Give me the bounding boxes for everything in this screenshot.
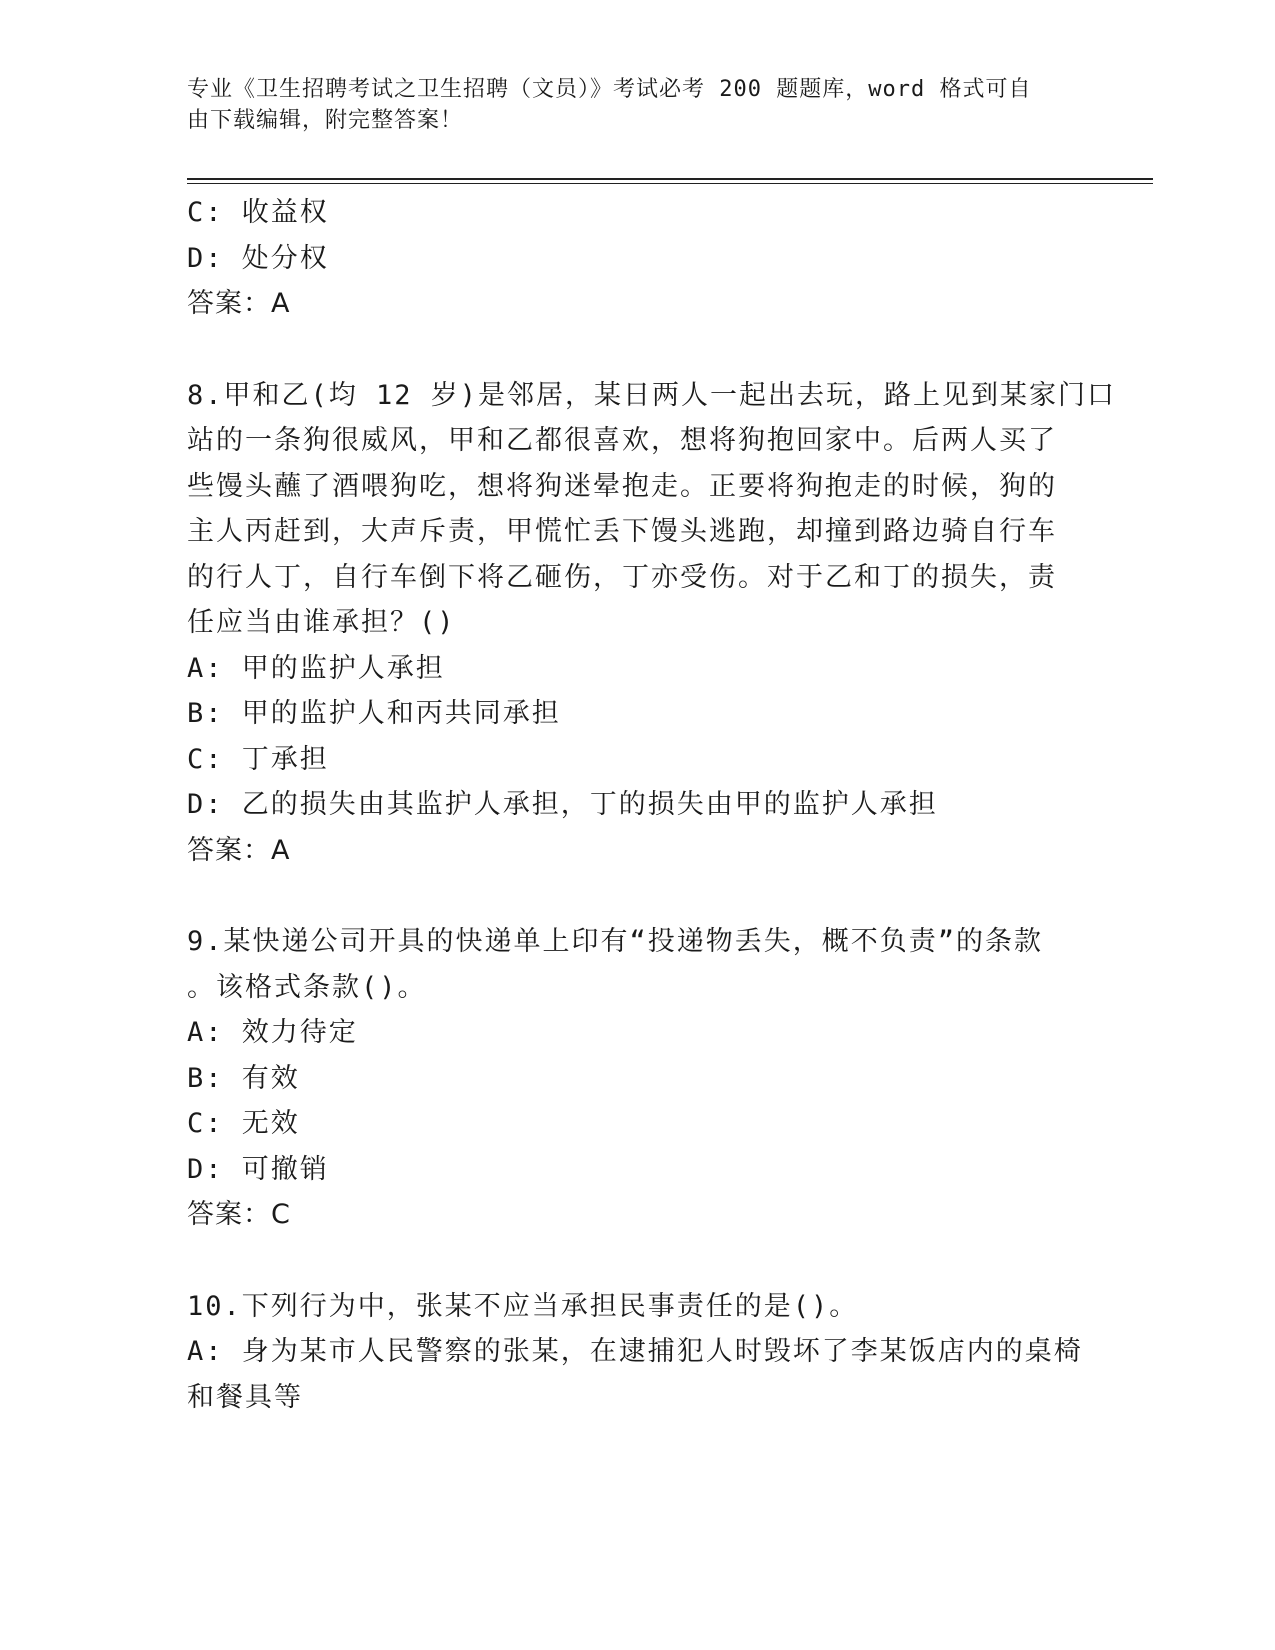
answer-line: 答案：A	[187, 288, 291, 319]
option-a-continued: 和餐具等	[187, 1381, 303, 1413]
question-10-block	[187, 1284, 1087, 1421]
answer-line: 答案：A	[187, 834, 291, 866]
header-divider	[187, 178, 1153, 180]
question-9-text: 。该格式条款()。	[187, 971, 427, 1003]
question-8-text: 8.甲和乙(均 12 岁)是邻居，某日两人一起出去玩，路上见到某家门口	[187, 379, 1117, 411]
header-line: 由下载编辑，附完整答案！	[187, 108, 464, 133]
header-divider-thin	[187, 183, 1153, 184]
question-8-text: 任应当由谁承担？()	[187, 607, 456, 638]
option-b: B: 有效	[187, 1062, 300, 1094]
option-d: D: 可撤销	[187, 1153, 329, 1185]
option-a: A: 效力待定	[187, 1017, 358, 1048]
question-content	[187, 190, 1117, 1420]
document-header	[187, 74, 1067, 136]
question-8-text: 的行人丁，自行车倒下将乙砸伤，丁亦受伤。对于乙和丁的损失，责	[187, 561, 1057, 593]
question-9-block	[187, 919, 1087, 1238]
option-a: A: 身为某市人民警察的张某，在逮捕犯人时毁坏了李某饭店内的桌椅	[187, 1336, 1083, 1367]
header-line: 专业《卫生招聘考试之卫生招聘（文员）》考试必考 200 题题库，word 格式可自	[187, 77, 1032, 102]
option-d: D: 乙的损失由其监护人承担，丁的损失由甲的监护人承担	[187, 789, 938, 820]
option-a: A: 甲的监护人承担	[187, 652, 445, 684]
option-b: B: 甲的监护人和丙共同承担	[187, 698, 561, 729]
question-10-text: 10.下列行为中，张某不应当承担民事责任的是()。	[187, 1290, 859, 1322]
option-c: C: 收益权	[187, 197, 329, 228]
prev-question-block	[187, 190, 1087, 327]
answer-line: 答案：C	[187, 1199, 291, 1230]
question-8-block	[187, 373, 1117, 874]
option-c: C: 丁承担	[187, 743, 329, 775]
question-8-text: 些馒头蘸了酒喂狗吃，想将狗迷晕抱走。正要将狗抱走的时候，狗的	[187, 470, 1057, 502]
option-d: D: 处分权	[187, 242, 329, 274]
question-9-text: 9.某快递公司开具的快递单上印有“投递物丢失，概不负责”的条款	[187, 926, 1044, 957]
question-8-text: 站的一条狗很威风，甲和乙都很喜欢，想将狗抱回家中。后两人买了	[187, 425, 1057, 456]
question-8-text: 主人丙赶到，大声斥责，甲慌忙丢下馒头逃跑，却撞到路边骑自行车	[187, 516, 1057, 547]
option-c: C: 无效	[187, 1108, 300, 1139]
